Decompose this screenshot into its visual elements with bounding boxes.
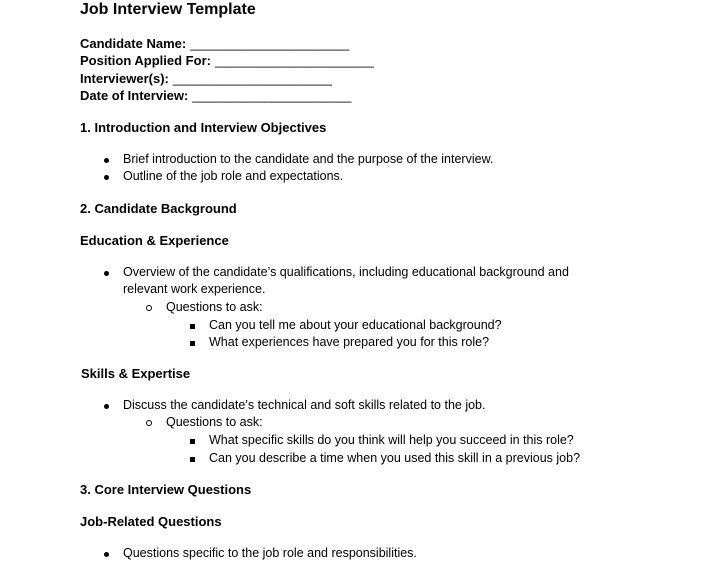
section-3-heading: 3. Core Interview Questions	[80, 482, 252, 497]
sub-list-item	[0, 299, 723, 316]
question-text: What specific skills do you think will help you succeed in this role?	[209, 433, 574, 447]
bullet-disc-icon	[104, 404, 109, 409]
sub-list-item-text: Questions to ask:	[166, 300, 263, 314]
position-applied-field	[80, 52, 374, 69]
list-item	[0, 168, 723, 185]
list-item-text: Questions specific to the job role and responsibilities.	[123, 546, 417, 560]
bullet-disc-icon	[104, 552, 109, 557]
sub-list-item-text: Questions to ask:	[166, 415, 263, 429]
interviewers-blank: ______________________	[172, 71, 332, 86]
list-item-text: Discuss the candidate’s technical and soft skills related to the job.	[123, 398, 486, 412]
list-item-text: Outline of the job role and expectations.	[123, 169, 344, 183]
position-applied-label: Position Applied For:	[80, 53, 211, 68]
bullet-circle-icon	[146, 420, 152, 426]
date-of-interview-field	[80, 87, 351, 104]
section-1-heading: 1. Introduction and Interview Objectives	[80, 120, 327, 135]
bullet-disc-icon	[104, 175, 109, 180]
date-of-interview-label: Date of Interview:	[80, 88, 189, 103]
skills-expertise-subheading: Skills & Expertise	[81, 366, 191, 381]
interviewers-label: Interviewer(s):	[80, 71, 169, 86]
list-item-text: Brief introduction to the candidate and the purpose of the interview.	[123, 152, 494, 166]
list-item	[0, 264, 723, 281]
bullet-square-icon	[190, 324, 195, 329]
question-item	[0, 317, 723, 334]
job-related-subheading: Job-Related Questions	[80, 514, 222, 529]
candidate-name-blank: ______________________	[190, 36, 350, 51]
sub-list-item	[0, 414, 723, 431]
bullet-disc-icon	[104, 158, 109, 163]
list-item-text: Overview of the candidate’s qualifications, including educational background and	[123, 265, 569, 279]
date-of-interview-blank: ______________________	[192, 88, 352, 103]
question-item	[0, 334, 723, 351]
document-title: Job Interview Template	[80, 1, 256, 18]
list-item	[0, 151, 723, 168]
question-item	[0, 432, 723, 449]
question-text: Can you describe a time when you used this skill in a previous job?	[209, 451, 581, 465]
list-item	[0, 397, 723, 414]
bullet-square-icon	[190, 439, 195, 444]
bullet-circle-icon	[146, 305, 152, 311]
question-text: What experiences have prepared you for this role?	[209, 335, 490, 349]
position-applied-blank: ______________________	[214, 53, 375, 68]
bullet-disc-icon	[104, 271, 109, 276]
list-item-text: relevant work experience.	[123, 282, 266, 296]
interviewers-field	[80, 70, 332, 87]
candidate-name-label: Candidate Name:	[80, 36, 187, 51]
section-2-heading: 2. Candidate Background	[80, 201, 237, 216]
list-item	[0, 545, 723, 562]
bullet-square-icon	[190, 341, 195, 346]
question-text: Can you tell me about your educational background?	[209, 318, 502, 332]
bullet-square-icon	[190, 457, 195, 462]
education-experience-subheading: Education & Experience	[80, 233, 229, 248]
candidate-name-field	[80, 35, 349, 52]
list-item-continuation	[0, 281, 723, 298]
question-item	[0, 450, 723, 467]
